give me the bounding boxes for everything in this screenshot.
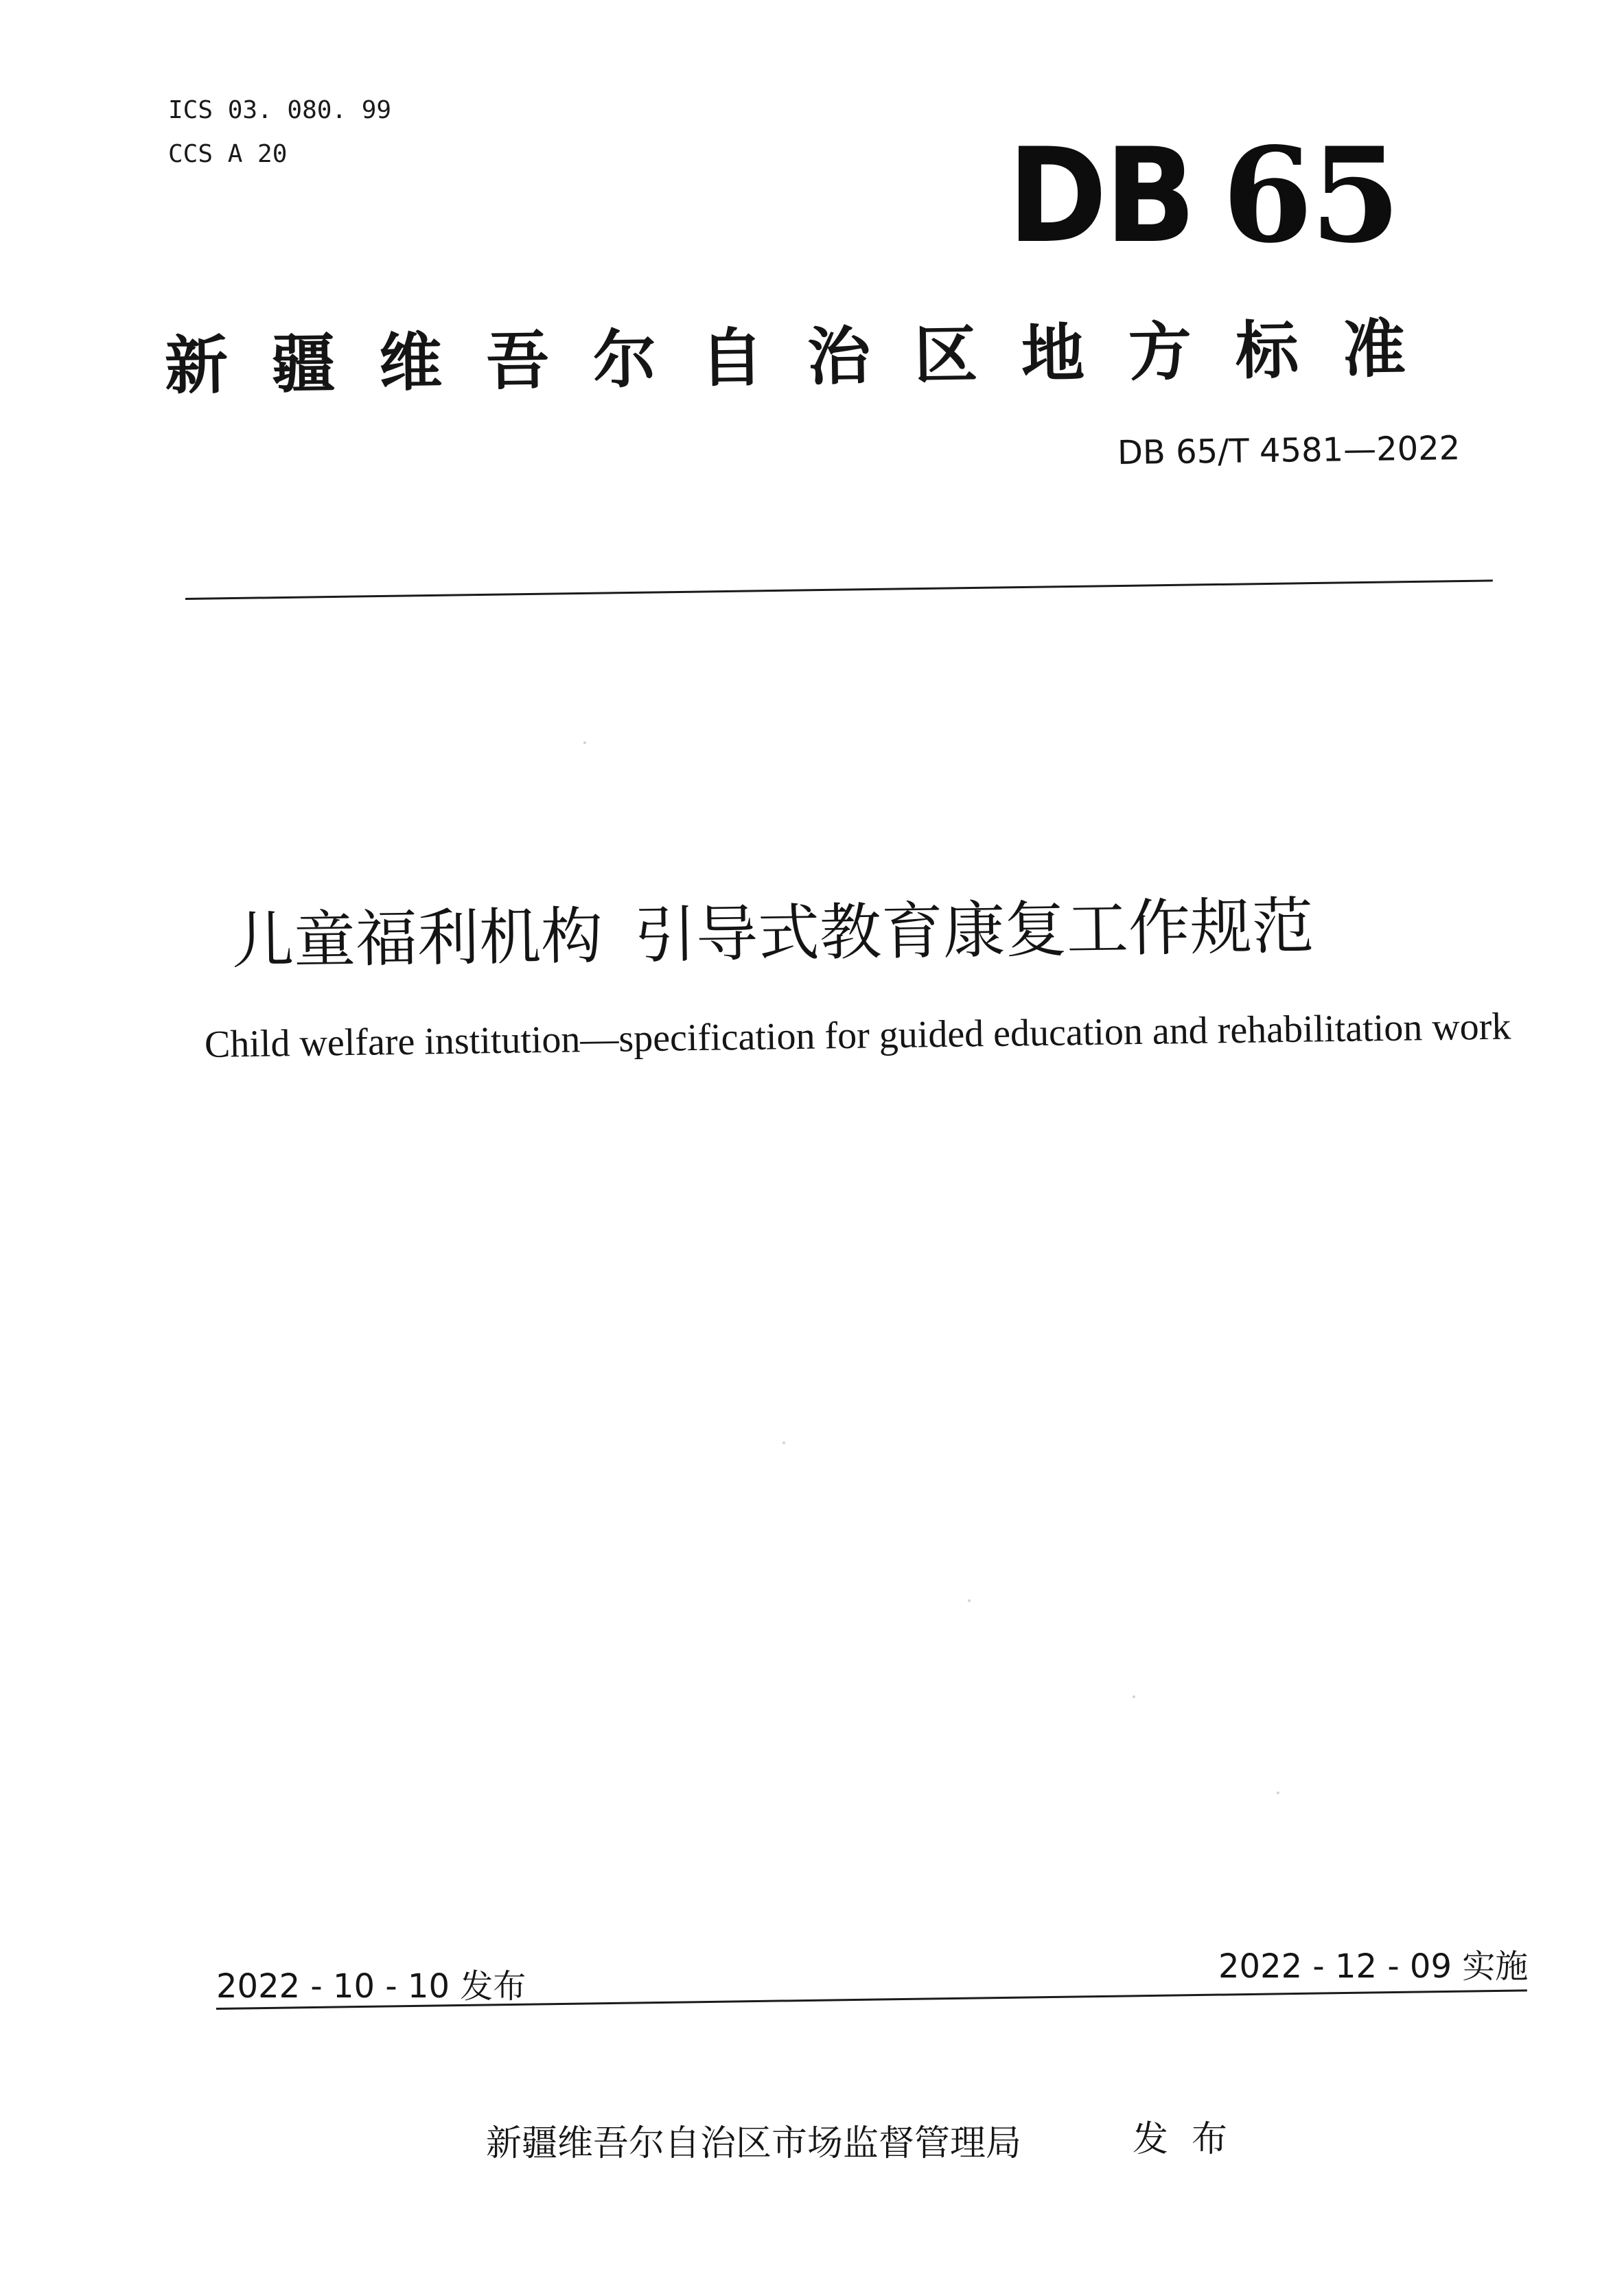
implementation-date: 2022 - 12 - 09 实施	[1218, 1947, 1529, 1986]
publish-label: 发布	[1133, 2119, 1251, 2160]
publisher-name: 新疆维吾尔自治区市场监督管理局	[486, 2123, 1022, 2164]
scan-speck	[583, 741, 586, 744]
scan-speck	[1133, 1695, 1135, 1698]
standard-type-heading: 新疆维吾尔自治区地方标准	[164, 311, 1450, 403]
standard-number: DB 65/T 4581—2022	[1117, 429, 1461, 472]
logo-number: 65	[1222, 119, 1398, 272]
ccs-code: CCS A 20	[168, 140, 288, 168]
scan-speck	[1277, 1791, 1279, 1794]
ics-code: ICS 03. 080. 99	[168, 96, 392, 124]
document-title-cn	[231, 876, 1314, 980]
scan-speck	[782, 1441, 785, 1444]
logo-letters: DB	[1008, 120, 1194, 272]
scan-speck	[968, 1599, 971, 1602]
header-divider	[185, 579, 1493, 600]
document-title-en: Child welfare institution—specification for guided education and rehabilitation work	[204, 1005, 1511, 1066]
db65-logo	[1008, 119, 1398, 272]
title-cn-part2: 引导式教育康复工作规范	[634, 890, 1314, 972]
title-cn-part1: 儿童福利机构	[231, 900, 603, 977]
issue-date: 2022 - 10 - 10 发布	[216, 1967, 526, 2006]
